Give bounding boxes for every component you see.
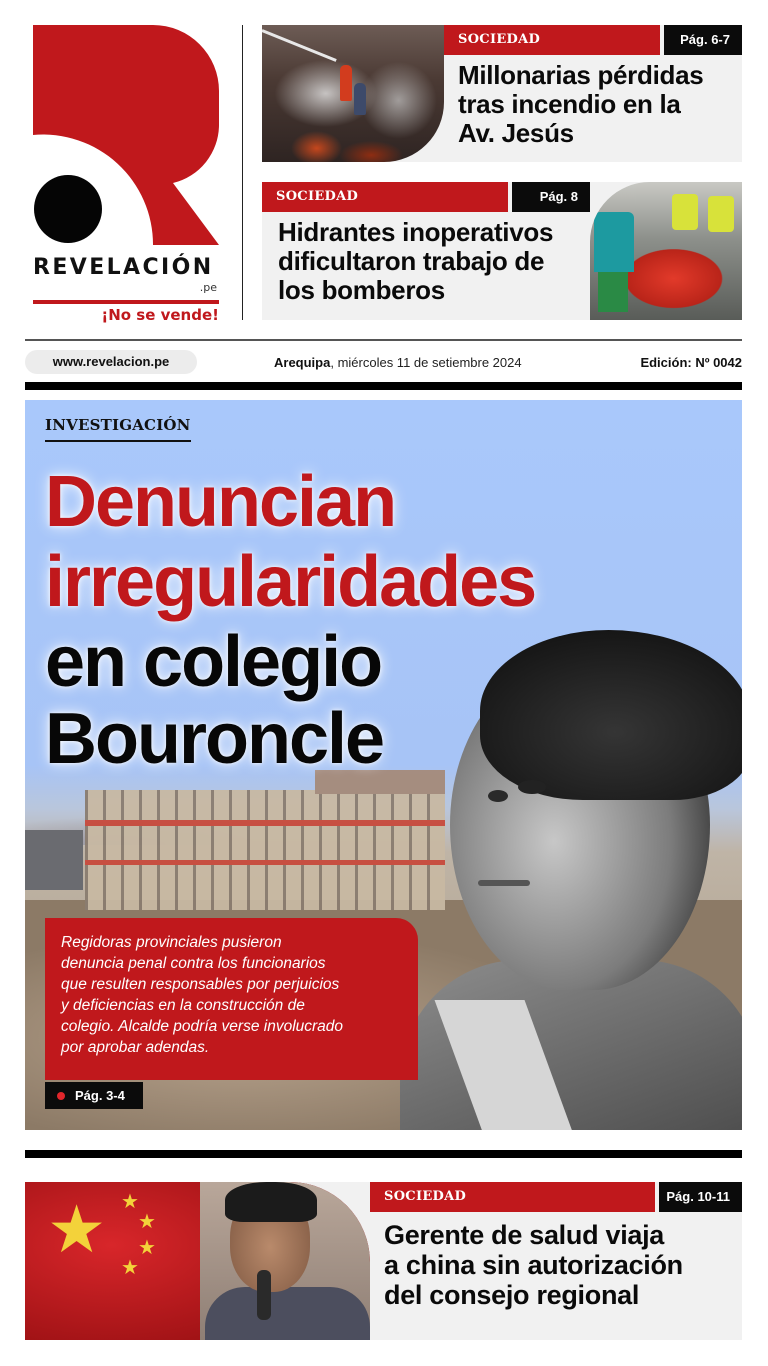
deck-line: y deficiencias en la construcción de <box>61 997 305 1014</box>
masthead-divider <box>242 25 243 320</box>
official-portrait-photo <box>430 630 742 1130</box>
dateline <box>274 355 522 370</box>
speaker-hair <box>225 1182 317 1222</box>
lead-headline-line-4[interactable]: Bouroncle <box>45 699 384 779</box>
headline-line: a china sin autorización <box>384 1250 683 1281</box>
lead-kicker: INVESTIGACIÓN <box>45 416 191 442</box>
dateline-city: Arequipa <box>274 355 331 370</box>
lead-headline-line-3[interactable]: en colegio <box>45 622 382 702</box>
headline-line: Gerente de salud viaja <box>384 1220 665 1250</box>
story-headline[interactable] <box>278 218 553 305</box>
lead-bottom-rule <box>25 1150 742 1158</box>
firefighters-photo <box>262 25 444 162</box>
headline-line: dificultaron trabajo de <box>278 246 545 277</box>
speaker-suit <box>205 1287 370 1340</box>
headline-line: los bomberos <box>278 275 445 306</box>
lead-page-text: Pág. 3-4 <box>75 1088 125 1103</box>
portrait-mouth <box>478 880 530 886</box>
site-url-link[interactable]: www.revelacion.pe <box>25 350 197 374</box>
china-flag-speaker-photo <box>25 1182 370 1340</box>
headline-line: tras incendio en la <box>458 89 681 120</box>
section-label[interactable]: SOCIEDAD <box>444 25 660 55</box>
logo-rule <box>33 300 219 304</box>
page-label[interactable]: Pág. 6-7 <box>664 25 742 55</box>
portrait-eye <box>488 790 508 802</box>
lead-deck <box>45 918 418 1080</box>
dateline-date: , miércoles 11 de setiembre 2024 <box>330 355 522 370</box>
firefighter-figure <box>354 83 366 115</box>
lead-headline-line-2[interactable]: irregularidades <box>45 542 536 622</box>
flag-star-small-icon: ★ <box>138 1211 156 1233</box>
deck-line: que resulten responsables por perjuicios <box>61 976 340 993</box>
firefighter-figure <box>340 65 352 101</box>
headline-line: Millonarias pérdidas <box>458 60 704 90</box>
deck-line: colegio. Alcalde podría verse involucrado <box>61 1018 344 1035</box>
logo-domain-suffix: .pe <box>199 281 217 294</box>
deck-line: por aprobar adendas. <box>61 1039 210 1056</box>
flag-star-large-icon: ★ <box>47 1192 107 1266</box>
flag-star-small-icon: ★ <box>138 1237 156 1259</box>
worker-figure <box>708 196 734 232</box>
microphone-icon <box>257 1270 271 1320</box>
lead-page-label[interactable] <box>45 1082 143 1109</box>
dateline-bottom-rule <box>25 382 742 390</box>
dateline-top-rule <box>25 339 742 341</box>
edition-number: Edición: Nº 0042 <box>640 355 742 370</box>
headline-line: Hidrantes inoperativos <box>278 217 554 247</box>
section-label[interactable]: SOCIEDAD <box>262 182 508 212</box>
worker-figure <box>672 194 698 230</box>
side-building <box>25 830 83 890</box>
lead-story[interactable] <box>25 400 742 1130</box>
page-label[interactable]: Pág. 10-11 <box>659 1182 742 1212</box>
worker-figure <box>598 272 628 312</box>
worker-figure <box>594 212 634 272</box>
construction-building-photo <box>85 790 445 910</box>
masthead-logo[interactable] <box>33 25 219 325</box>
water-tank-photo <box>590 182 742 320</box>
revelacion-r-logo-icon <box>33 25 219 245</box>
logo-tagline: ¡No se vende! <box>101 306 219 324</box>
logo-wordmark: REVELACIÓN <box>33 255 214 280</box>
bullet-dot-icon <box>57 1092 65 1100</box>
headline-line: del consejo regional <box>384 1280 640 1311</box>
story-card-gerente-salud[interactable] <box>25 1182 742 1340</box>
story-headline[interactable] <box>458 61 703 148</box>
lead-headline-line-1[interactable]: Denuncian <box>45 462 396 542</box>
deck-line: Regidoras provinciales pusieron <box>61 934 282 951</box>
story-card-hidrantes[interactable] <box>262 182 742 320</box>
story-headline[interactable] <box>384 1220 683 1311</box>
water-jet <box>262 29 337 62</box>
safety-rail <box>85 860 445 865</box>
safety-rail <box>85 820 445 826</box>
page-label[interactable]: Pág. 8 <box>512 182 590 212</box>
deck-line: denuncia penal contra los funcionarios <box>61 955 326 972</box>
headline-line: Av. Jesús <box>458 118 574 149</box>
flag-star-small-icon: ★ <box>121 1191 139 1213</box>
portrait-eye <box>518 780 546 794</box>
section-label[interactable]: SOCIEDAD <box>370 1182 655 1212</box>
portrait-hair <box>480 630 742 800</box>
flag-star-small-icon: ★ <box>121 1257 139 1279</box>
story-card-incendio[interactable] <box>262 25 742 162</box>
